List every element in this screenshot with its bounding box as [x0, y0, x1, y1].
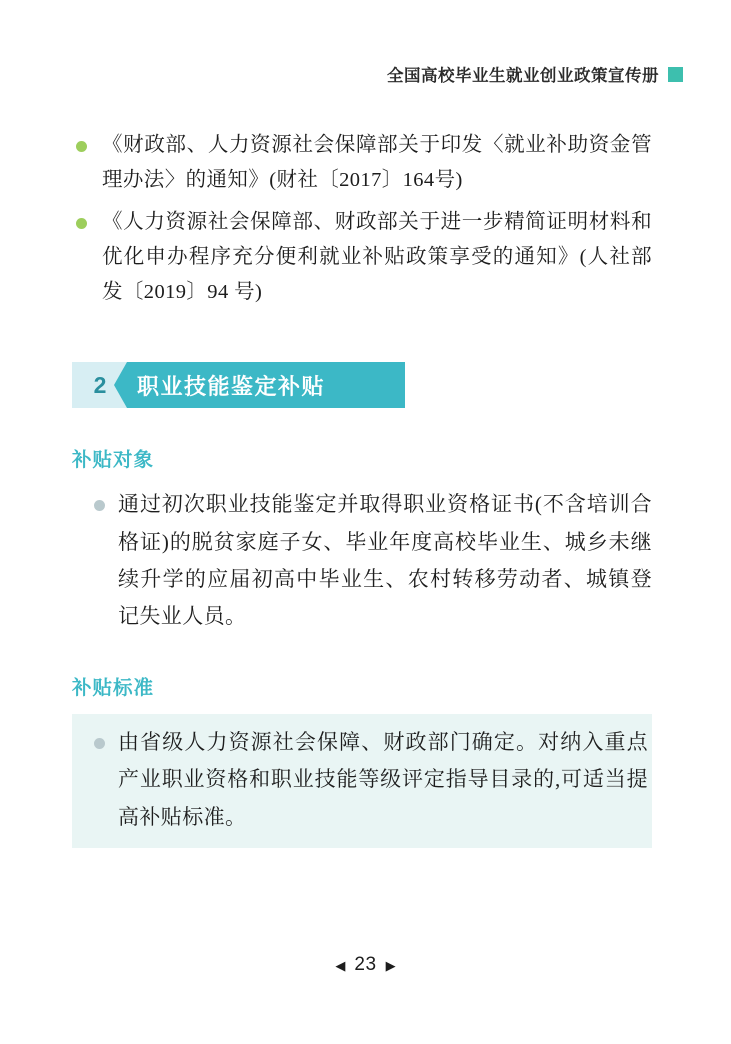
- bullet-icon: [94, 500, 105, 511]
- page-number: 23: [354, 954, 377, 975]
- bullet-icon: [76, 218, 87, 229]
- prev-page-icon[interactable]: ◀: [335, 957, 346, 973]
- next-page-icon[interactable]: ▶: [385, 957, 396, 973]
- page-header: [387, 62, 683, 86]
- subsection-heading-standard: 补贴标准: [72, 676, 155, 699]
- paragraph-text: 由省级人力资源社会保障、财政部门确定。对纳入重点产业职业资格和职业技能等级评定指导目录的,可适当提高补贴标准。: [118, 729, 648, 829]
- subsection-body-standard: [72, 714, 652, 848]
- section-heading: [72, 362, 405, 408]
- section-number: 2: [72, 362, 128, 408]
- subsection-body-target: [72, 486, 652, 636]
- subsection-heading-target: 补贴对象: [72, 449, 155, 472]
- section-title-ribbon: [127, 362, 405, 408]
- header-title: 全国高校毕业生就业创业政策宣传册: [387, 67, 659, 85]
- reference-text: 《人力资源社会保障部、财政部关于进一步精简证明材料和优化申办程序充分便利就业补贴政策享受的通知》(人社部发〔2019〕94 号): [102, 210, 652, 303]
- page-footer: [0, 954, 731, 976]
- list-item: [72, 128, 652, 199]
- page-content: [72, 128, 652, 848]
- teal-square-icon: [668, 67, 683, 82]
- list-item: [72, 205, 652, 311]
- bullet-icon: [76, 141, 87, 152]
- section-title: 职业技能鉴定补贴: [137, 373, 326, 399]
- reference-list: [72, 128, 652, 310]
- bullet-icon: [94, 738, 105, 749]
- paragraph-text: 通过初次职业技能鉴定并取得职业资格证书(不含培训合格证)的脱贫家庭子女、毕业年度高校毕业生、城乡未继续升学的应届初高中毕业生、农村转移劳动者、城镇登记失业人员。: [118, 492, 652, 629]
- reference-text: 《财政部、人力资源社会保障部关于印发〈就业补助资金管理办法〉的通知》(财社〔2017〕164号): [102, 134, 652, 192]
